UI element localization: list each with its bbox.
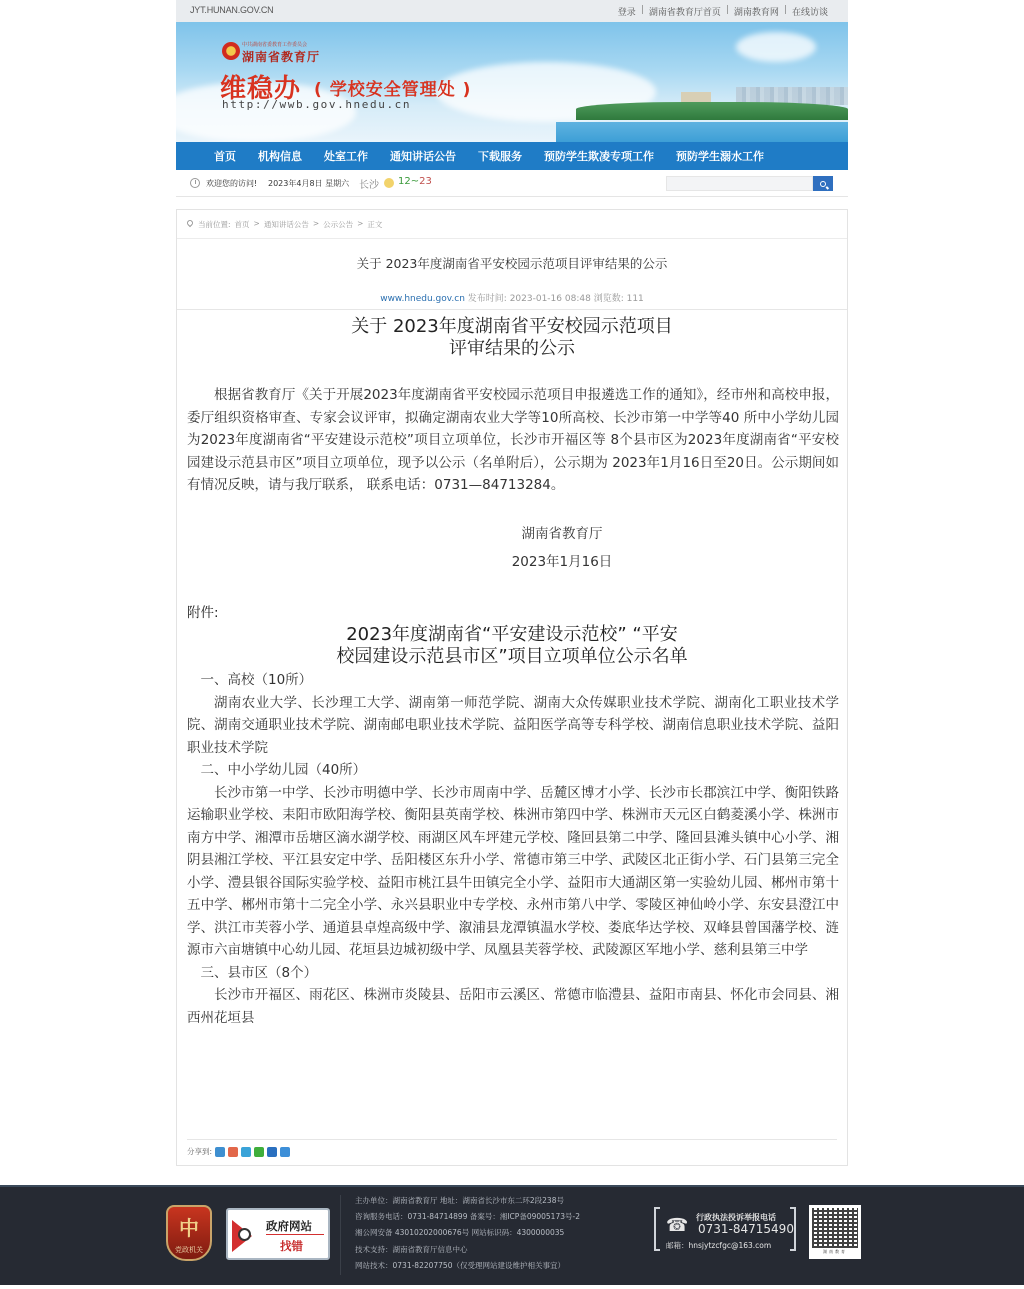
more-icon[interactable]	[280, 1147, 290, 1157]
publish-label: 发布时间:	[467, 294, 507, 304]
breadcrumb-current: 正文	[367, 220, 383, 229]
nav-org-info[interactable]: 机构信息	[258, 150, 302, 163]
weibo-icon[interactable]	[228, 1147, 238, 1157]
signature-date: 2023年1月16日	[511, 554, 613, 570]
magnifier-icon	[238, 1228, 251, 1241]
temp-low: 12	[398, 176, 411, 187]
breadcrumb-notices[interactable]: 通知讲话公告	[263, 220, 309, 229]
list-title	[177, 624, 847, 668]
site-footer	[0, 1185, 1024, 1285]
nav-drowning-prevention[interactable]: 预防学生溺水工作	[676, 150, 764, 163]
badge-label: 党政机关	[175, 1246, 203, 1254]
banner-subtitle: ( 学校安全管理处 )	[314, 80, 472, 100]
breadcrumb-separator: >	[312, 219, 320, 228]
telephone-icon: ☎	[666, 1215, 689, 1236]
hotline-title: 行政执法投诉举报电话	[696, 1213, 776, 1222]
site-domain: JYT.HUNAN.GOV.CN	[190, 5, 274, 15]
section-heading: 二、中小学幼儿园（40所）	[200, 762, 367, 778]
article-meta	[177, 291, 847, 304]
badge-glyph: 中	[179, 1216, 199, 1240]
party-gov-badge[interactable]	[166, 1205, 212, 1261]
search-input[interactable]	[666, 176, 813, 191]
section-heading: 三、县市区（8个）	[200, 964, 318, 981]
temp-high: 23	[419, 176, 432, 187]
cloud-decoration	[736, 32, 816, 62]
footer-info	[355, 1193, 580, 1274]
search-button[interactable]	[813, 176, 833, 191]
footer-info-line: 湘公网安备 43010202000676号 网站标识码：4300000035	[355, 1228, 565, 1238]
clock-icon	[190, 178, 200, 188]
banner-url: http://wwb.gov.hnedu.cn	[222, 98, 412, 111]
breadcrumb-home[interactable]: 首页	[234, 220, 250, 229]
views-label: 浏览数:	[593, 294, 624, 304]
section-content: 长沙市第一中学、长沙市明德中学、长沙市周南中学、岳麓区博才小学、长沙市长郡滨江中学、衡阳铁路运输职业学校、耒阳市欧阳海学校、衡阳县英南学校、株洲市第四中学、株洲市天元区白鹤菱溪小学、株洲市南方中学、湘潭市岳塘区滴水湖学校、雨湖区风车坪建元学校、隆回县第二中学、隆回县滩头镇中心小学、湘阴县湘江学校、平江县安定中学、岳阳楼区东升小学、常德市第三中学、武陵区北正街小学、石门县第三完全小学、澧县银谷国际实验学校、益阳市桃江县牛田镇完全小学、益阳市大通湖区第一实验幼儿园、郴州市第十五中学、郴州市第十二完全小学、永兴县职业中专学校、永州市第八中学、零陵区神仙岭小学、东安县澄江中学、洪江市芙蓉小学、通道县卓煌高级中学、溆浦县龙潭镇温水学校、娄底华达学校、双峰县曾国藩学校、涟源市六亩塘镇中心幼儿园、花垣县边城初级中学、凤凰县芙蓉学校、武陵源区军地小学、慈利县第三中学	[187, 784, 839, 958]
footer-info-line: 网站技术：0731-82207750（仅受理网站建设维护相关事宜）	[355, 1260, 565, 1270]
top-links	[618, 5, 828, 18]
error-report-line-1: 政府网站	[266, 1219, 312, 1233]
share-label: 分享到:	[187, 1147, 213, 1156]
renren-icon[interactable]	[267, 1147, 277, 1157]
footer-info-line: 咨询服务电话：0731-84714899 备案号：湘ICP备09005173号-2	[355, 1212, 580, 1222]
attachment-label: 附件:	[187, 605, 219, 621]
article-container	[176, 209, 848, 1166]
site-banner	[176, 22, 848, 142]
temperature	[398, 176, 432, 187]
qzone-icon[interactable]	[215, 1147, 225, 1157]
error-report-line-2: 找错	[280, 1239, 303, 1253]
article-heading	[177, 316, 847, 360]
nav-notices[interactable]: 通知讲话公告	[390, 150, 456, 163]
location-pin-icon	[186, 219, 194, 227]
hunan-edu-net-link[interactable]: 湖南教育网	[733, 8, 779, 18]
tencent-weibo-icon[interactable]	[241, 1147, 251, 1157]
breadcrumb-label: 当前位置:	[198, 220, 231, 229]
qr-caption: 湖南教育	[823, 1249, 847, 1254]
temp-separator: ~	[410, 176, 420, 187]
divider	[266, 1234, 324, 1235]
section-content: 长沙市开福区、雨花区、株洲市炎陵县、岳阳市云溪区、常德市临澧县、益阳市南县、怀化市会同县、湘西州花垣县	[187, 987, 839, 1026]
divider	[177, 309, 847, 310]
hotline-email: 邮箱：hnsjytzcfgc@163.com	[666, 1241, 772, 1250]
article-title: 关于 2023年度湖南省平安校园示范项目评审结果的公示	[356, 256, 668, 271]
divider	[187, 1139, 837, 1140]
national-emblem-icon	[222, 42, 240, 60]
river-scenery	[556, 122, 848, 142]
info-bar	[176, 170, 848, 197]
gov-site-error-report-badge[interactable]	[226, 1208, 330, 1260]
signature-org: 湖南省教育厅	[521, 526, 603, 542]
heading-line-1: 关于 2023年度湖南省平安校园示范项目	[351, 316, 673, 337]
weather-city: 长沙	[359, 180, 379, 191]
nav-home[interactable]: 首页	[214, 150, 236, 163]
section-content: 湖南农业大学、长沙理工大学、湖南第一师范学院、湖南大众传媒职业技术学院、湖南化工职业技术学院、湖南交通职业技术学院、湖南邮电职业技术学院、益阳医学高等专科学校、湖南信息职业技术学院、益阳职业技术学院	[187, 694, 839, 756]
org-small-text: 中共湖南省委教育工作委员会	[242, 42, 308, 48]
current-date: 2023年4月8日 星期六	[268, 179, 350, 188]
publish-time: 2023-01-16 08:48	[509, 294, 591, 304]
footer-info-line: 主办单位：湖南省教育厅 地址：湖南省长沙市东二环2段238号	[355, 1196, 564, 1205]
article-paragraph: 根据省教育厅《关于开展2023年度湖南省平安校园示范项目申报遴选工作的通知》，经市州和高校申报，委厅组织资格审查、专家会议评审，拟确定湖南农业大学等10所高校、长沙市第一中学等40 所中小学幼儿园为2023年度湖南省“平安建设示范校”项目立项单位，长沙市开福区等 8个县市区为2023年度湖南省“平安校园建设示范县市区”项目立项单位，现予以公示（名单附后），公示期为 2023年1月16日至20日。公示期间如有情况反映，请与我厅联系， 联系电话：0731—84713284。	[187, 387, 839, 493]
nav-downloads[interactable]: 下载服务	[478, 150, 522, 163]
separator: |	[783, 5, 787, 15]
separator: |	[640, 5, 644, 15]
qr-code	[809, 1205, 861, 1259]
list-sections	[187, 669, 839, 1029]
top-bar	[176, 0, 848, 22]
hotline-box	[654, 1207, 796, 1251]
share-bar	[187, 1146, 290, 1157]
nav-office-work[interactable]: 处室工作	[324, 150, 368, 163]
island-scenery	[576, 102, 848, 120]
org-name: 湖南省教育厅	[242, 50, 321, 64]
main-nav	[176, 142, 848, 170]
breadcrumb-separator: >	[357, 219, 364, 228]
footer-info-line: 技术支持：湖南省教育厅信息中心	[355, 1244, 468, 1254]
qr-code-image	[812, 1208, 858, 1248]
edu-dept-home-link[interactable]: 湖南省教育厅首页	[648, 8, 721, 18]
article-source[interactable]: www.hnedu.gov.cn	[380, 294, 465, 304]
search-icon	[820, 181, 826, 187]
login-link[interactable]: 登录	[617, 8, 636, 18]
banner-title: 维稳办	[220, 74, 302, 104]
view-count: 111	[626, 294, 644, 304]
sunny-weather-icon	[384, 178, 394, 188]
breadcrumb-announcements[interactable]: 公示公告	[323, 220, 354, 229]
hotline-number: 0731-84715490	[698, 1222, 794, 1236]
welcome-text: 欢迎您的访问!	[206, 179, 258, 188]
section-heading: 一、高校（10所）	[200, 672, 313, 688]
wechat-icon[interactable]	[254, 1147, 264, 1157]
article-paragraph-block	[187, 384, 839, 497]
breadcrumb-separator: >	[253, 219, 260, 228]
separator: |	[725, 5, 729, 15]
online-interview-link[interactable]: 在线访谈	[791, 8, 828, 18]
list-title-line-2: 校园建设示范县市区”项目立项单位公示名单	[336, 646, 688, 667]
list-title-line-1: 2023年度湖南省“平安建设示范校” “平安	[346, 624, 678, 645]
heading-line-2: 评审结果的公示	[449, 338, 575, 359]
breadcrumb	[177, 210, 847, 239]
divider	[340, 1195, 341, 1275]
nav-anti-bullying[interactable]: 预防学生欺凌专项工作	[544, 150, 654, 163]
bracket-left	[654, 1207, 660, 1251]
